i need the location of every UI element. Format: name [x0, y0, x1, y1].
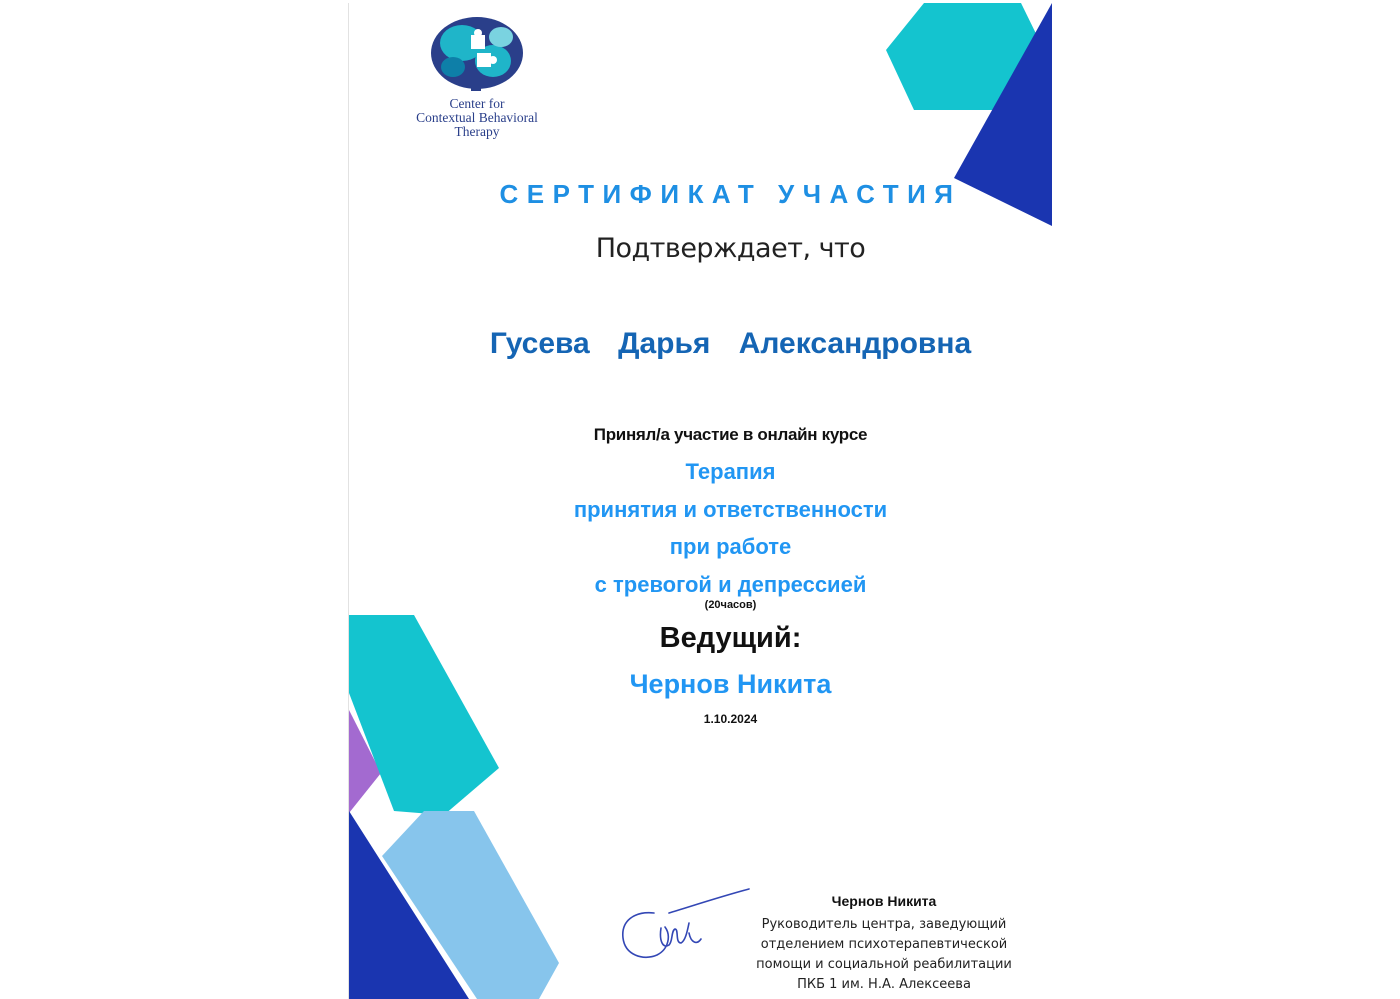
certificate-title: СЕРТИФИКАТ УЧАСТИЯ: [499, 179, 962, 209]
signer-role-line: Руководитель центра, заведующий: [761, 917, 1007, 932]
participation-text: Принял/а участие в онлайн курсе: [593, 425, 868, 444]
course-line: с тревогой и депрессией: [594, 571, 867, 597]
lead-label: Ведущий:: [659, 622, 802, 654]
participant-name: Гусева Дарья Александровна: [489, 327, 972, 360]
course-line: при работе: [669, 534, 792, 559]
certificate-page: [348, 3, 1052, 999]
signer-role-line: помощи и социальной реабилитации: [756, 957, 1012, 972]
signer-role: [734, 915, 1034, 995]
logo-line-3: Therapy: [454, 124, 500, 139]
certificate-date: 1.10.2024: [703, 712, 758, 726]
lead-name: Чернов Никита: [629, 669, 832, 699]
logo-line-1: Center for: [449, 96, 505, 111]
puzzle-brain-icon: [427, 13, 527, 95]
course-line: Терапия: [685, 459, 776, 484]
confirm-text: Подтверждает, что: [595, 233, 866, 264]
course-line: принятия и ответственности: [573, 496, 888, 522]
center-logo: [397, 13, 557, 139]
signer-role-line: ПКБ 1 им. Н.А. Алексеева: [797, 977, 971, 992]
signer-role-line: отделением психотерапевтической: [760, 937, 1008, 952]
course-hours: (20часов): [704, 599, 757, 611]
logo-line-2: Contextual Behavioral: [416, 110, 538, 125]
signer-name: Чернов Никита: [831, 893, 937, 909]
course-title: [349, 453, 1052, 603]
signer-block: [734, 893, 1034, 995]
